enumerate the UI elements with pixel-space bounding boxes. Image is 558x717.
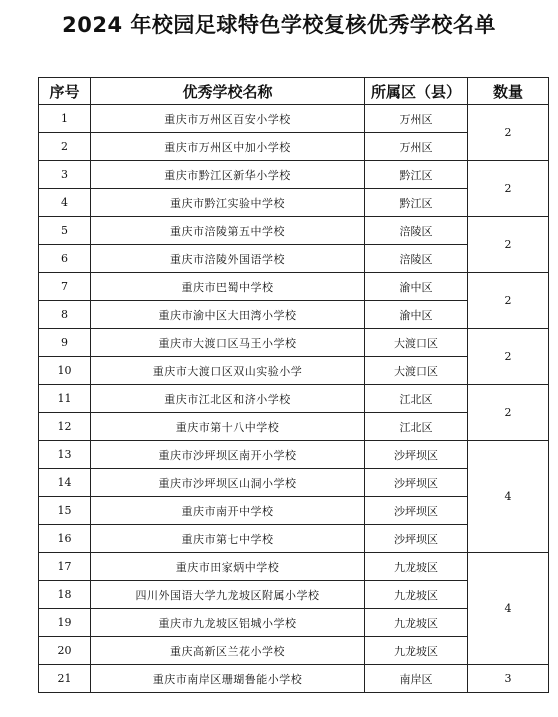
row-index: 20 [39,637,91,665]
table-row [39,329,549,357]
district-cell: 江北区 [365,413,468,441]
count-cell: 2 [468,161,549,217]
header-index: 序号 [39,78,91,105]
table-row [39,217,549,245]
table-row [39,665,549,693]
count-cell: 4 [468,441,549,553]
district-cell: 黔江区 [365,161,468,189]
row-index: 12 [39,413,91,441]
school-name-cell: 重庆市南岸区珊瑚鲁能小学校 [91,665,365,693]
school-name-cell: 重庆市沙坪坝区南开小学校 [91,441,365,469]
district-cell: 黔江区 [365,189,468,217]
district-cell: 沙坪坝区 [365,497,468,525]
row-index: 11 [39,385,91,413]
row-index: 14 [39,469,91,497]
header-count: 数量 [468,78,549,105]
school-name-cell: 重庆市巴蜀中学校 [91,273,365,301]
table-row [39,161,549,189]
district-cell: 涪陵区 [365,245,468,273]
school-name-cell: 重庆市黔江实验中学校 [91,189,365,217]
document-title: 2024 年校园足球特色学校复核优秀学校名单 [62,13,496,37]
school-name-cell: 重庆市大渡口区马王小学校 [91,329,365,357]
row-index: 16 [39,525,91,553]
count-cell: 2 [468,329,549,385]
table-row [39,385,549,413]
header-school-name: 优秀学校名称 [91,78,365,105]
count-cell: 2 [468,385,549,441]
table-row [39,273,549,301]
school-name-cell: 重庆市南开中学校 [91,497,365,525]
row-index: 13 [39,441,91,469]
row-index: 9 [39,329,91,357]
school-name-cell: 重庆市江北区和济小学校 [91,385,365,413]
district-cell: 万州区 [365,105,468,133]
district-cell: 渝中区 [365,301,468,329]
district-cell: 沙坪坝区 [365,469,468,497]
count-cell: 2 [468,273,549,329]
school-name-cell: 重庆市第十八中学校 [91,413,365,441]
district-cell: 九龙坡区 [365,553,468,581]
district-cell: 九龙坡区 [365,609,468,637]
district-cell: 九龙坡区 [365,581,468,609]
count-cell: 4 [468,553,549,665]
row-index: 15 [39,497,91,525]
excellent-schools-table [38,77,549,693]
row-index: 17 [39,553,91,581]
row-index: 8 [39,301,91,329]
school-name-cell: 重庆市田家炳中学校 [91,553,365,581]
count-cell: 2 [468,217,549,273]
district-cell: 沙坪坝区 [365,525,468,553]
district-cell: 南岸区 [365,665,468,693]
count-cell: 2 [468,105,549,161]
row-index: 18 [39,581,91,609]
row-index: 10 [39,357,91,385]
district-cell: 沙坪坝区 [365,441,468,469]
table-row [39,105,549,133]
row-index: 19 [39,609,91,637]
school-name-cell: 重庆市九龙坡区铝城小学校 [91,609,365,637]
table-row [39,441,549,469]
row-index: 6 [39,245,91,273]
school-name-cell: 重庆高新区兰花小学校 [91,637,365,665]
school-name-cell: 重庆市第七中学校 [91,525,365,553]
row-index: 21 [39,665,91,693]
row-index: 5 [39,217,91,245]
table-row [39,553,549,581]
school-name-cell: 重庆市黔江区新华小学校 [91,161,365,189]
district-cell: 渝中区 [365,273,468,301]
school-name-cell: 重庆市涪陵外国语学校 [91,245,365,273]
district-cell: 涪陵区 [365,217,468,245]
school-name-cell: 四川外国语大学九龙坡区附属小学校 [91,581,365,609]
row-index: 4 [39,189,91,217]
row-index: 3 [39,161,91,189]
row-index: 7 [39,273,91,301]
district-cell: 九龙坡区 [365,637,468,665]
school-name-cell: 重庆市大渡口区双山实验小学 [91,357,365,385]
row-index: 1 [39,105,91,133]
district-cell: 大渡口区 [365,357,468,385]
row-index: 2 [39,133,91,161]
district-cell: 江北区 [365,385,468,413]
school-name-cell: 重庆市渝中区大田湾小学校 [91,301,365,329]
school-name-cell: 重庆市万州区百安小学校 [91,105,365,133]
district-cell: 万州区 [365,133,468,161]
school-name-cell: 重庆市沙坪坝区山洞小学校 [91,469,365,497]
count-cell: 3 [468,665,549,693]
header-district: 所属区（县） [365,78,468,105]
school-name-cell: 重庆市万州区中加小学校 [91,133,365,161]
district-cell: 大渡口区 [365,329,468,357]
table-header-row [39,78,549,105]
school-name-cell: 重庆市涪陵第五中学校 [91,217,365,245]
